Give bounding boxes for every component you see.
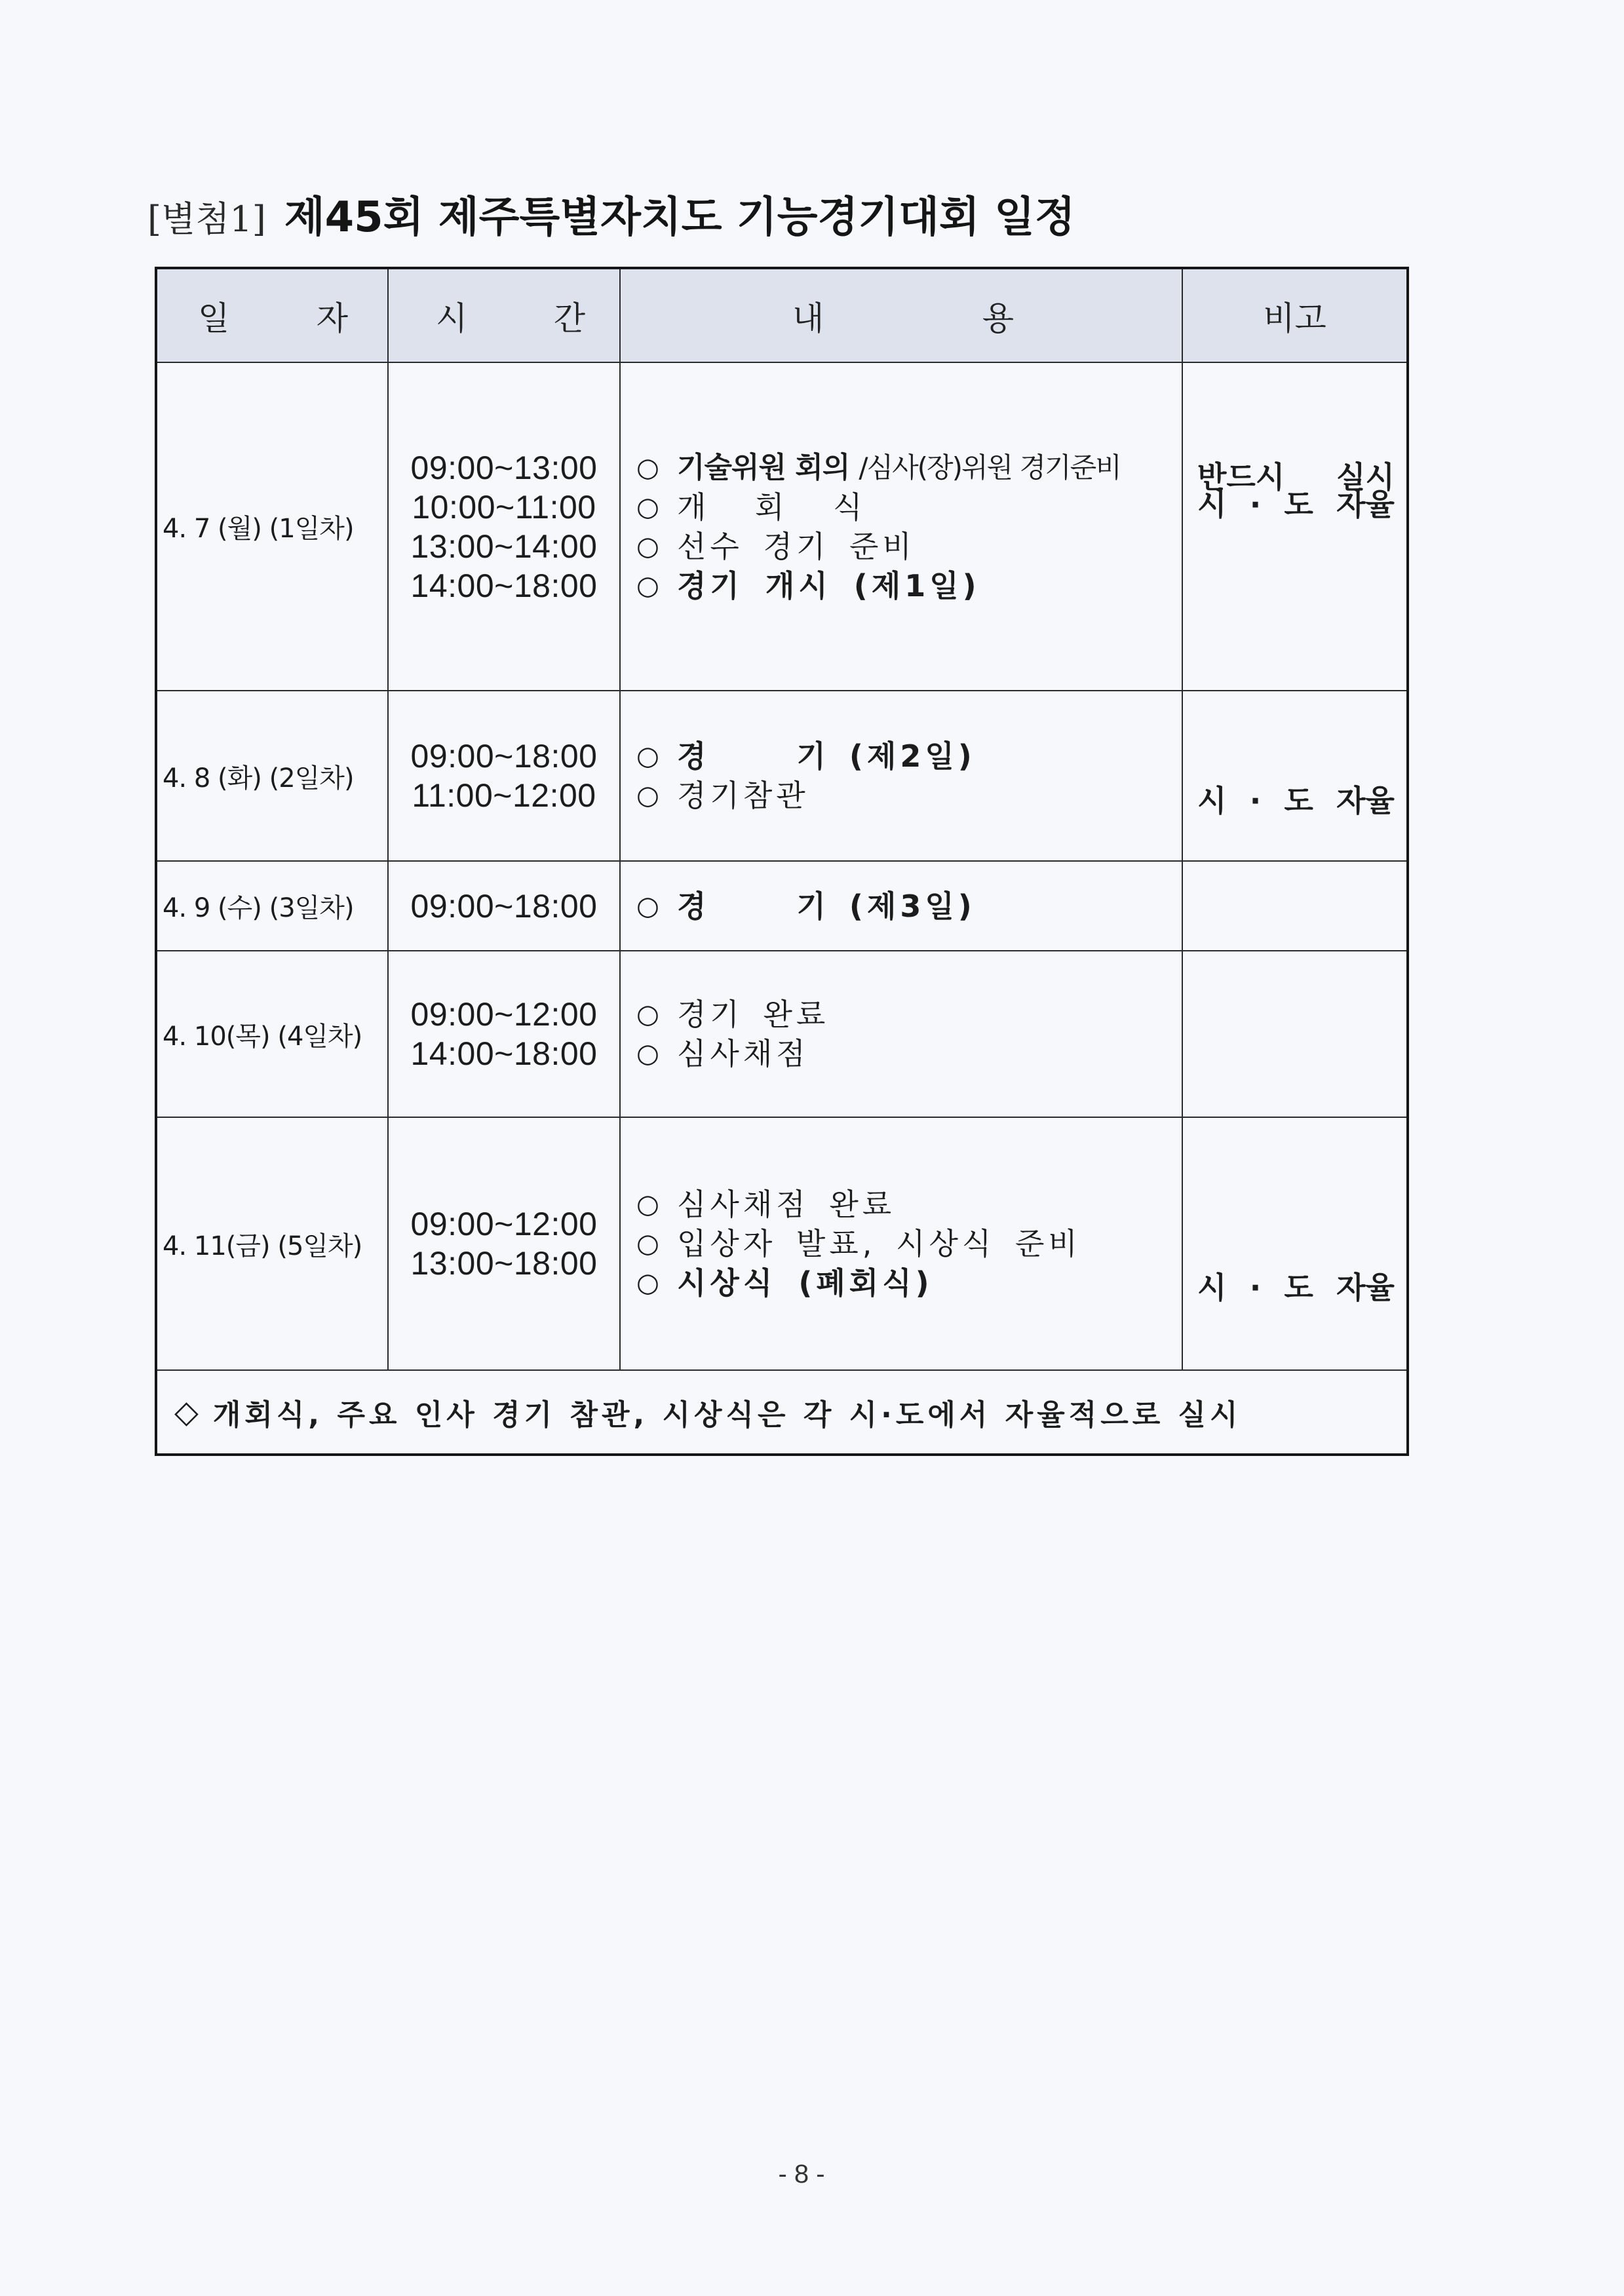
circle-bullet-icon: ○ bbox=[636, 1268, 659, 1298]
row-5-remarks bbox=[1183, 1118, 1406, 1371]
remark-text: 시 · 도 자율 bbox=[1197, 783, 1395, 818]
row-1-contents bbox=[621, 363, 1183, 691]
time-range: 09:00~12:00 bbox=[410, 996, 598, 1033]
diamond-icon: ◇ bbox=[174, 1394, 199, 1430]
circle-bullet-icon: ○ bbox=[636, 741, 659, 771]
remark-text: 시 · 도 자율 bbox=[1197, 1270, 1395, 1305]
row-2-date bbox=[157, 691, 389, 862]
circle-bullet-icon: ○ bbox=[636, 452, 659, 483]
content-text: 경 기 bbox=[677, 738, 830, 774]
circle-bullet-icon: ○ bbox=[636, 1189, 659, 1219]
circle-bullet-icon: ○ bbox=[636, 1229, 659, 1259]
header-time-label: 시 간 bbox=[436, 299, 585, 337]
row-5-date bbox=[157, 1118, 389, 1371]
row-5-date-text: 4. 11(금) (5일차) bbox=[163, 1231, 362, 1261]
row-5-contents bbox=[621, 1118, 1183, 1371]
row-3-times bbox=[389, 862, 621, 951]
header-date-label: 일 자 bbox=[198, 299, 348, 337]
content-text: 심사채점 bbox=[677, 1036, 809, 1071]
row-4-date bbox=[157, 951, 389, 1118]
row-3-date bbox=[157, 862, 389, 951]
time-range: 10:00~11:00 bbox=[412, 488, 596, 526]
remark-text: 시 · 도 자율 bbox=[1197, 487, 1395, 522]
row-1-date-text: 4. 7 (월) (1일차) bbox=[163, 514, 354, 544]
document-title bbox=[147, 190, 1075, 245]
table-note bbox=[157, 1371, 1406, 1453]
content-extra: (제3일) bbox=[849, 888, 976, 924]
row-2-times bbox=[389, 691, 621, 862]
circle-bullet-icon: ○ bbox=[636, 570, 659, 601]
row-1-date bbox=[157, 363, 389, 691]
content-text: 경기 완료 bbox=[677, 997, 830, 1032]
circle-bullet-icon: ○ bbox=[636, 1039, 659, 1069]
content-item bbox=[636, 1034, 809, 1073]
content-text: 개 회 식 bbox=[677, 489, 866, 525]
circle-bullet-icon: ○ bbox=[636, 780, 659, 811]
content-text: 경기 개시 (제1일) bbox=[677, 567, 980, 603]
header-cell-date bbox=[157, 269, 389, 363]
time-range: 13:00~14:00 bbox=[410, 527, 598, 565]
circle-bullet-icon: ○ bbox=[636, 531, 659, 562]
remark-text: 반드시 실시 bbox=[1197, 459, 1395, 495]
content-item bbox=[636, 1263, 933, 1303]
content-item bbox=[636, 527, 916, 566]
content-text: 입상자 발표, 시상식 준비 bbox=[677, 1226, 1081, 1261]
page-number: - 8 - bbox=[778, 2160, 825, 2189]
header-cell-content bbox=[621, 269, 1183, 363]
row-2-date-text: 4. 8 (화) (2일차) bbox=[163, 763, 354, 794]
content-item bbox=[636, 776, 809, 815]
attachment-label: [별첨1] bbox=[147, 199, 266, 240]
content-text: 경 기 bbox=[677, 888, 830, 924]
time-range: 09:00~18:00 bbox=[410, 738, 598, 775]
row-1-remarks bbox=[1183, 363, 1406, 691]
circle-bullet-icon: ○ bbox=[636, 999, 659, 1029]
header-cell-remarks bbox=[1183, 269, 1406, 363]
row-2-contents bbox=[621, 691, 1183, 862]
content-item bbox=[636, 737, 976, 776]
row-4-remarks bbox=[1183, 951, 1406, 1118]
content-text: 선수 경기 준비 bbox=[677, 528, 916, 564]
content-item bbox=[636, 566, 980, 605]
row-3-contents bbox=[621, 862, 1183, 951]
content-item bbox=[636, 488, 866, 527]
row-3-date-text: 4. 9 (수) (3일차) bbox=[163, 893, 354, 923]
content-item bbox=[636, 1224, 1081, 1263]
note-text: 개회식, 주요 인사 경기 참관, 시상식은 각 시·도에서 자율적으로 실시 bbox=[212, 1398, 1242, 1432]
content-item bbox=[636, 995, 829, 1034]
header-cell-time bbox=[389, 269, 621, 363]
header-remarks-label: 비고 bbox=[1263, 299, 1326, 337]
content-text: 시상식 (폐회식) bbox=[677, 1265, 933, 1301]
row-2-remarks bbox=[1183, 691, 1406, 862]
header-content-label: 내 용 bbox=[792, 299, 1014, 337]
time-range: 11:00~12:00 bbox=[412, 777, 596, 814]
content-text: 경기참관 bbox=[677, 778, 809, 813]
time-range: 09:00~12:00 bbox=[410, 1206, 598, 1242]
row-4-times bbox=[389, 951, 621, 1118]
row-3-remarks bbox=[1183, 862, 1406, 951]
time-range: 09:00~18:00 bbox=[410, 887, 598, 925]
content-item bbox=[636, 887, 976, 926]
row-4-contents bbox=[621, 951, 1183, 1118]
content-extra: /심사(장)위원 경기준비 bbox=[859, 451, 1121, 484]
content-text: 기술위원 회의 bbox=[677, 450, 850, 484]
content-item bbox=[636, 448, 1121, 488]
time-range: 13:00~18:00 bbox=[410, 1245, 598, 1282]
row-4-date-text: 4. 10(목) (4일차) bbox=[163, 1021, 362, 1052]
time-range: 14:00~18:00 bbox=[410, 1035, 598, 1072]
circle-bullet-icon: ○ bbox=[636, 491, 659, 522]
row-5-times bbox=[389, 1118, 621, 1371]
title-text: 제45회 제주특별자치도 기능경기대회 일정 bbox=[284, 193, 1075, 242]
time-range: 14:00~18:00 bbox=[410, 567, 598, 604]
row-1-times bbox=[389, 363, 621, 691]
schedule-table bbox=[155, 267, 1409, 1456]
content-text: 심사채점 완료 bbox=[677, 1187, 896, 1222]
time-range: 09:00~13:00 bbox=[410, 449, 598, 486]
content-item bbox=[636, 1185, 895, 1224]
circle-bullet-icon: ○ bbox=[636, 890, 659, 921]
content-extra: (제2일) bbox=[849, 738, 976, 774]
